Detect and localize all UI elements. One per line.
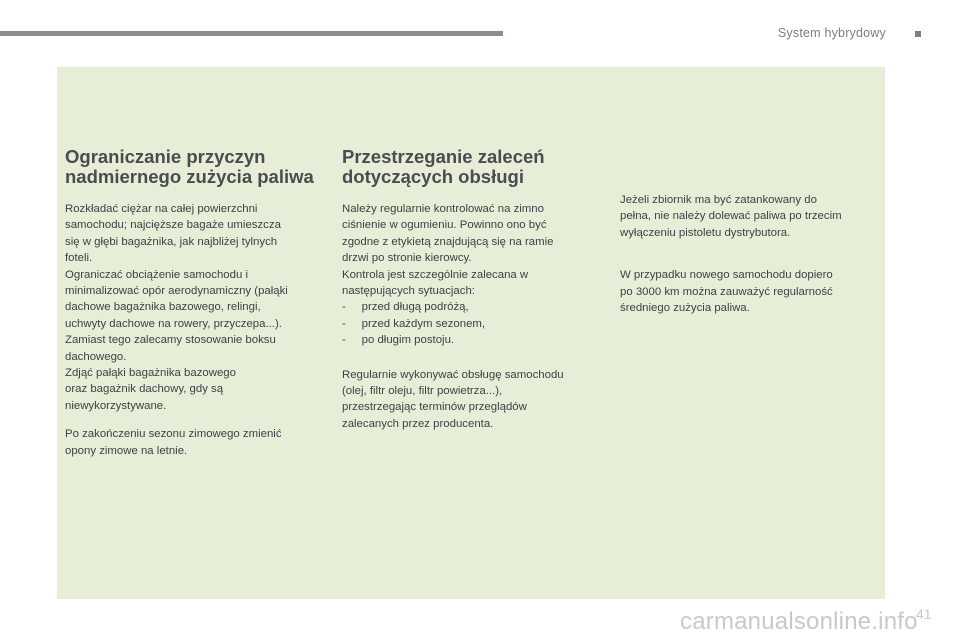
left-paragraph-1: Rozkładać ciężar na całej powierzchni samochodu; najcięższe bagaże umieszcza się w głębi bagażnika, jak najbliżej tylnych foteli. Ograniczać obciążenie samochodu i minimalizować opór aerodynamiczny (pałąki dachowe bagażnika bazowego, relingi, uchwyty dachowe na rowery, przyczepa...). Zamiast tego zalecamy stosowanie boksu dachowego. Zdjąć pałąki bagażnika bazowego oraz bagażnik dachowy, gdy są niewykorzystywane.: [65, 203, 288, 412]
middle-column: [342, 147, 602, 444]
middle-heading: Przestrzeganie zaleceń dotyczących obsługi: [342, 146, 545, 187]
list-item: - przed każdym sezonem,: [342, 317, 486, 330]
middle-paragraph-1: Należy regularnie kontrolować na zimno ciśnienie w ogumieniu. Powinno ono być zgodne z etykietą znajdującą się na ramie drzwi po stronie kierowcy. Kontrola jest szczególnie zalecana w następujących sytuacjach: - przed długą podróżą, - przed każdym sezonem, - po długim postoju.: [342, 203, 554, 347]
left-paragraph-2: Po zakończeniu sezonu zimowego zmienić opony zimowe na letnie.: [65, 428, 282, 457]
page-number: 41: [916, 606, 932, 622]
section-title: System hybrydowy: [777, 26, 886, 40]
left-heading: Ograniczanie przyczyn nadmiernego zużycia paliwa: [65, 146, 314, 187]
right-paragraph-2: W przypadku nowego samochodu dopiero po 3000 km można zauważyć regularność średniego zużycia paliwa.: [620, 269, 833, 315]
content-panel: [57, 67, 885, 599]
header-marker: [915, 31, 921, 37]
middle-paragraph-2: Regularnie wykonywać obsługę samochodu (olej, filtr oleju, filtr powietrza...), przestrzegając terminów przeglądów zalecanych przez producenta.: [342, 368, 564, 430]
right-column: [620, 192, 870, 328]
left-column: [65, 147, 325, 471]
header-rule: [0, 31, 503, 36]
watermark: carmanualsonline.info: [680, 608, 918, 635]
right-paragraph-1: Jeżeli zbiornik ma być zatankowany do pełna, nie należy dolewać paliwa po trzecim wyłączeniu pistoletu dystrybutora.: [620, 194, 842, 239]
list-item: - po długim postoju.: [342, 334, 455, 347]
list-item: - przed długą podróżą,: [342, 301, 469, 314]
